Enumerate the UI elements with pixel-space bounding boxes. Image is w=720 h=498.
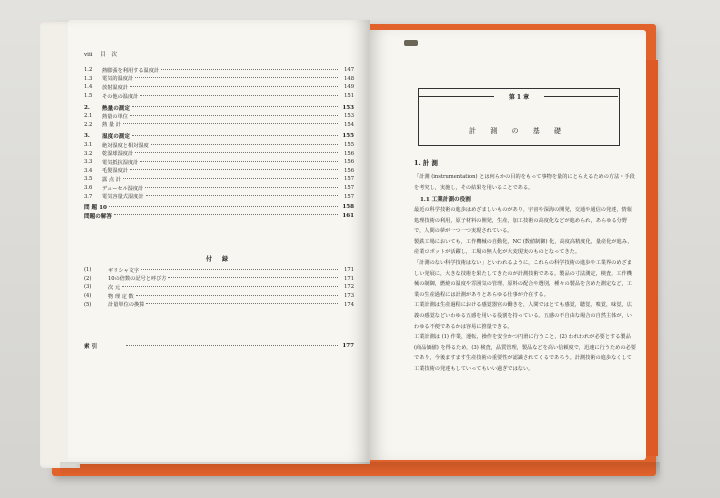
subsection-heading: 1.1 工業計測の役割 (420, 197, 471, 203)
toc-answers: 問題の解答 161 (84, 212, 354, 220)
toc-row: 1.5 その他の温度計 151 (84, 93, 354, 100)
toc-row: 3.5 露 点 計 157 (84, 176, 354, 183)
toc-row: 3.1 絶対湿度と相対湿度 155 (84, 142, 354, 149)
toc-row: 2.2 熱 量 計 154 (84, 121, 354, 129)
body-text: 最近の科学技術の進歩はめざましいものがあり，宇宙や深海の開発，交通や通信の発達，情報処理技術の利用，原子材料の開発，生産，加工技術の高度化などが進められ，あらゆる分野で，人間の夢が一つ一つ実現されている。 製鉄工場においても，工作機械の自動化，NC (数値制御) 化，高度高精度化，量産化が進み，産業ロボットが活躍し，工場の無人化が大変現実のものとなってきた。 「計測のない科学技術はない」といわれるように，これらの科学技術の進歩や工業界のめざましい発展に，大きな技術を果たしてきたのが計測技術である。製品の寸法測定，検査，工作機械の制御，燃焼の温度や雰囲気の管理，原料の配合や選別，種々の製品を含めた測定など，工業の生産過程には計測がありとあらゆる仕事が介在する。 工業計測は生産過程における感覚器官の働きを，人間ではとても感覚，聴覚，嗅覚，味覚，広義の感覚などいわゆる五感を用いる役割を持っている。五感の不自由な場合の自然主体が，いわゆる不便であるかは容易に推量できる。 工業計測は (1) 作業，運転，操作を安全かつ円滑に行うこと，(2) われわれが必要とする製品 (商品価値) を得るため，(3) 検査，品質管理，製品などを高い信頼度で，迅速に行うための必要であり，今後ますます生産技術の重要性が認識されてくるであろう。計測技術の進歩なくして工業技術の発達もしていってもいい過ぎではない。 (414, 207, 636, 372)
toc-row: 1.3 電気的温度計 148 (84, 75, 354, 83)
toc-row: 3.6 デューセル湿度計 157 (84, 185, 354, 192)
section-heading: 1. 計 測 (414, 159, 438, 167)
chapter-title: 計 測 の 基 礎 (469, 127, 567, 135)
toc-row: (1) ギリシャ文字 171 (84, 267, 354, 274)
toc-row: (4) 物 理 定 数 173 (84, 293, 354, 300)
chapter-label: 第 1 章 (494, 92, 544, 101)
page-number: viii (84, 52, 93, 58)
toc-row: 3.4 毛髪湿度計 156 (84, 167, 354, 175)
toc-row: 3.2 乾湿球湿度計 156 (84, 150, 354, 158)
toc-row: 3.3 電気抵抗湿度計 156 (84, 159, 354, 166)
toc-row: 2.1 熱量の単位 153 (84, 113, 354, 120)
toc-block-1 (84, 66, 354, 220)
table-shadow (60, 462, 660, 476)
index-entry: 索 引 177 (84, 343, 354, 351)
page-header: 目 次 (100, 52, 119, 58)
toc-row: (2) 10の倍数の記号と呼び方 171 (84, 275, 354, 283)
toc-row: 1.4 放射温度計 149 (84, 84, 354, 91)
intro-paragraph: 「計測 (instrumentation) とは何らかの目的をもって事物を量的にとらえるための方法・手段を考究し，実施し，その結果を用いることである。 (414, 174, 635, 191)
toc-section: 2. 熱量の測定 153 (84, 104, 354, 112)
bookmark-tab (404, 40, 418, 46)
toc-row: 1.2 熱膨張を利用する温度計 147 (84, 67, 354, 74)
appendix-block (84, 266, 354, 309)
appendix-title: 付 録 (205, 256, 233, 263)
toc-row: (3) 次 元 172 (84, 284, 354, 291)
toc-row: 3.7 電気容量式湿度計 157 (84, 193, 354, 201)
toc-section: 3. 湿度の測定 155 (84, 133, 354, 141)
toc-exercises: 問 題 10 158 (84, 204, 354, 212)
toc-row: (5) 計量単位の換算 174 (84, 301, 354, 309)
